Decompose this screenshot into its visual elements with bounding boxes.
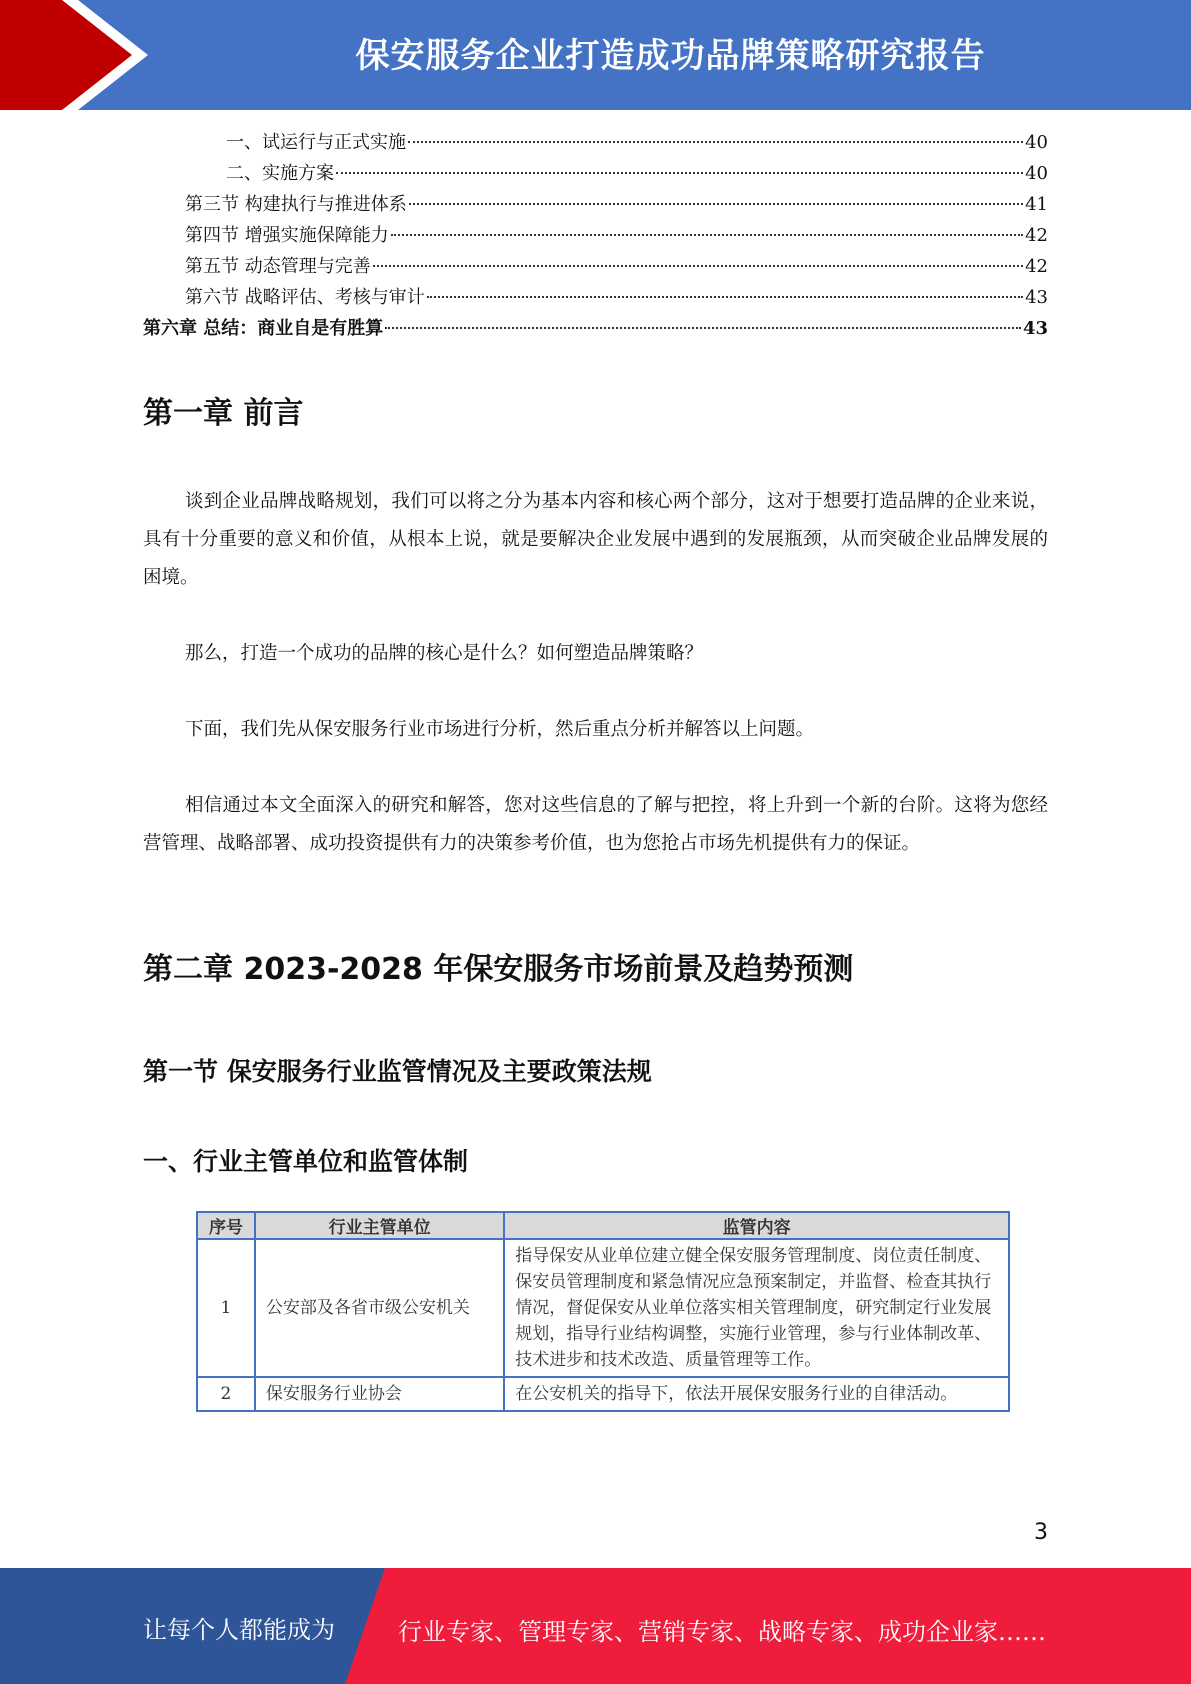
toc-entry-title: 第三节 构建执行与推进体系 <box>185 194 407 215</box>
page-header <box>0 0 1191 110</box>
header-title: 保安服务企业打造成功品牌策略研究报告 <box>355 36 986 76</box>
toc-entry-title: 第四节 增强实施保障能力 <box>185 225 389 246</box>
paragraph: 谈到企业品牌战略规划，我们可以将之分为基本内容和核心两个部分，这对于想要打造品牌的企业来说，具有十分重要的意义和价值，从根本上说，就是要解决企业发展中遇到的发展瓶颈，从而突破企业品牌发展的困境。 <box>143 491 1048 588</box>
table-row <box>197 1239 1009 1377</box>
toc-entry-page: 40 <box>1025 163 1048 184</box>
toc-entry[interactable] <box>143 252 1048 283</box>
toc-entry[interactable] <box>143 314 1048 345</box>
table-header-row <box>197 1212 1009 1239</box>
toc-entry-page: 40 <box>1025 132 1048 153</box>
toc-entry[interactable] <box>143 221 1048 252</box>
page-footer <box>0 1568 1191 1684</box>
paragraph: 那么，打造一个成功的品牌的核心是什么？如何塑造品牌策略？ <box>185 643 704 664</box>
table-cell: 保安服务行业协会 <box>255 1377 504 1411</box>
table-cell: 2 <box>197 1377 255 1411</box>
table-header-cell: 监管内容 <box>504 1212 1009 1239</box>
table-header-cell: 行业主管单位 <box>255 1212 504 1239</box>
chapter2-title: 第二章 2023-2028 年保安服务市场前景及趋势预测 <box>143 952 854 987</box>
toc-entry-page: 43 <box>1022 318 1048 339</box>
subsection-title: 一、行业主管单位和监管体制 <box>143 1147 469 1176</box>
toc-entry[interactable] <box>143 128 1048 159</box>
footer-slogan-right: 行业专家、管理专家、营销专家、战略专家、成功企业家…… <box>398 1618 1046 1646</box>
toc-entry-page: 42 <box>1025 225 1048 246</box>
paragraph: 相信通过本文全面深入的研究和解答，您对这些信息的了解与把控，将上升到一个新的台阶。这将为您经营管理、战略部署、成功投资提供有力的决策参考价值，也为您抢占市场先机提供有力的保证。 <box>143 795 1048 854</box>
toc-entry-title: 第五节 动态管理与完善 <box>185 256 371 277</box>
toc-entry-title: 二、实施方案 <box>226 163 334 184</box>
toc-entry-title: 第六节 战略评估、考核与审计 <box>185 287 425 308</box>
page-number: 3 <box>1034 1520 1048 1545</box>
section-title: 第一节 保安服务行业监管情况及主要政策法规 <box>143 1057 652 1086</box>
table-cell: 公安部及各省市级公安机关 <box>255 1239 504 1377</box>
toc-entry-page: 41 <box>1025 194 1048 215</box>
toc-entry-title: 第六章 总结：商业自是有胜算 <box>143 318 384 339</box>
table-cell: 1 <box>197 1239 255 1377</box>
regulator-table <box>196 1211 1010 1412</box>
toc-entry-title: 一、试运行与正式实施 <box>226 132 406 153</box>
table-of-contents <box>143 128 1048 345</box>
toc-entry-page: 43 <box>1025 287 1048 308</box>
footer-slogan-left: 让每个人都能成为 <box>143 1616 335 1644</box>
chapter1-title: 第一章 前言 <box>143 396 304 431</box>
table-row <box>197 1377 1009 1411</box>
toc-entry[interactable] <box>143 159 1048 190</box>
toc-entry-page: 42 <box>1025 256 1048 277</box>
paragraph: 下面，我们先从保安服务行业市场进行分析，然后重点分析并解答以上问题。 <box>185 719 815 740</box>
toc-entry[interactable] <box>143 283 1048 314</box>
toc-entry[interactable] <box>143 190 1048 221</box>
table-header-cell: 序号 <box>197 1212 255 1239</box>
table-cell: 指导保安从业单位建立健全保安服务管理制度、岗位责任制度、保安员管理制度和紧急情况应急预案制定，并监督、检查其执行情况，督促保安从业单位落实相关管理制度，研究制定行业发展规划，指导行业结构调整，实施行业管理，参与行业体制改革、技术进步和技术改造、质量管理等工作。 <box>504 1239 1009 1377</box>
table-cell: 在公安机关的指导下，依法开展保安服务行业的自律活动。 <box>504 1377 1009 1411</box>
